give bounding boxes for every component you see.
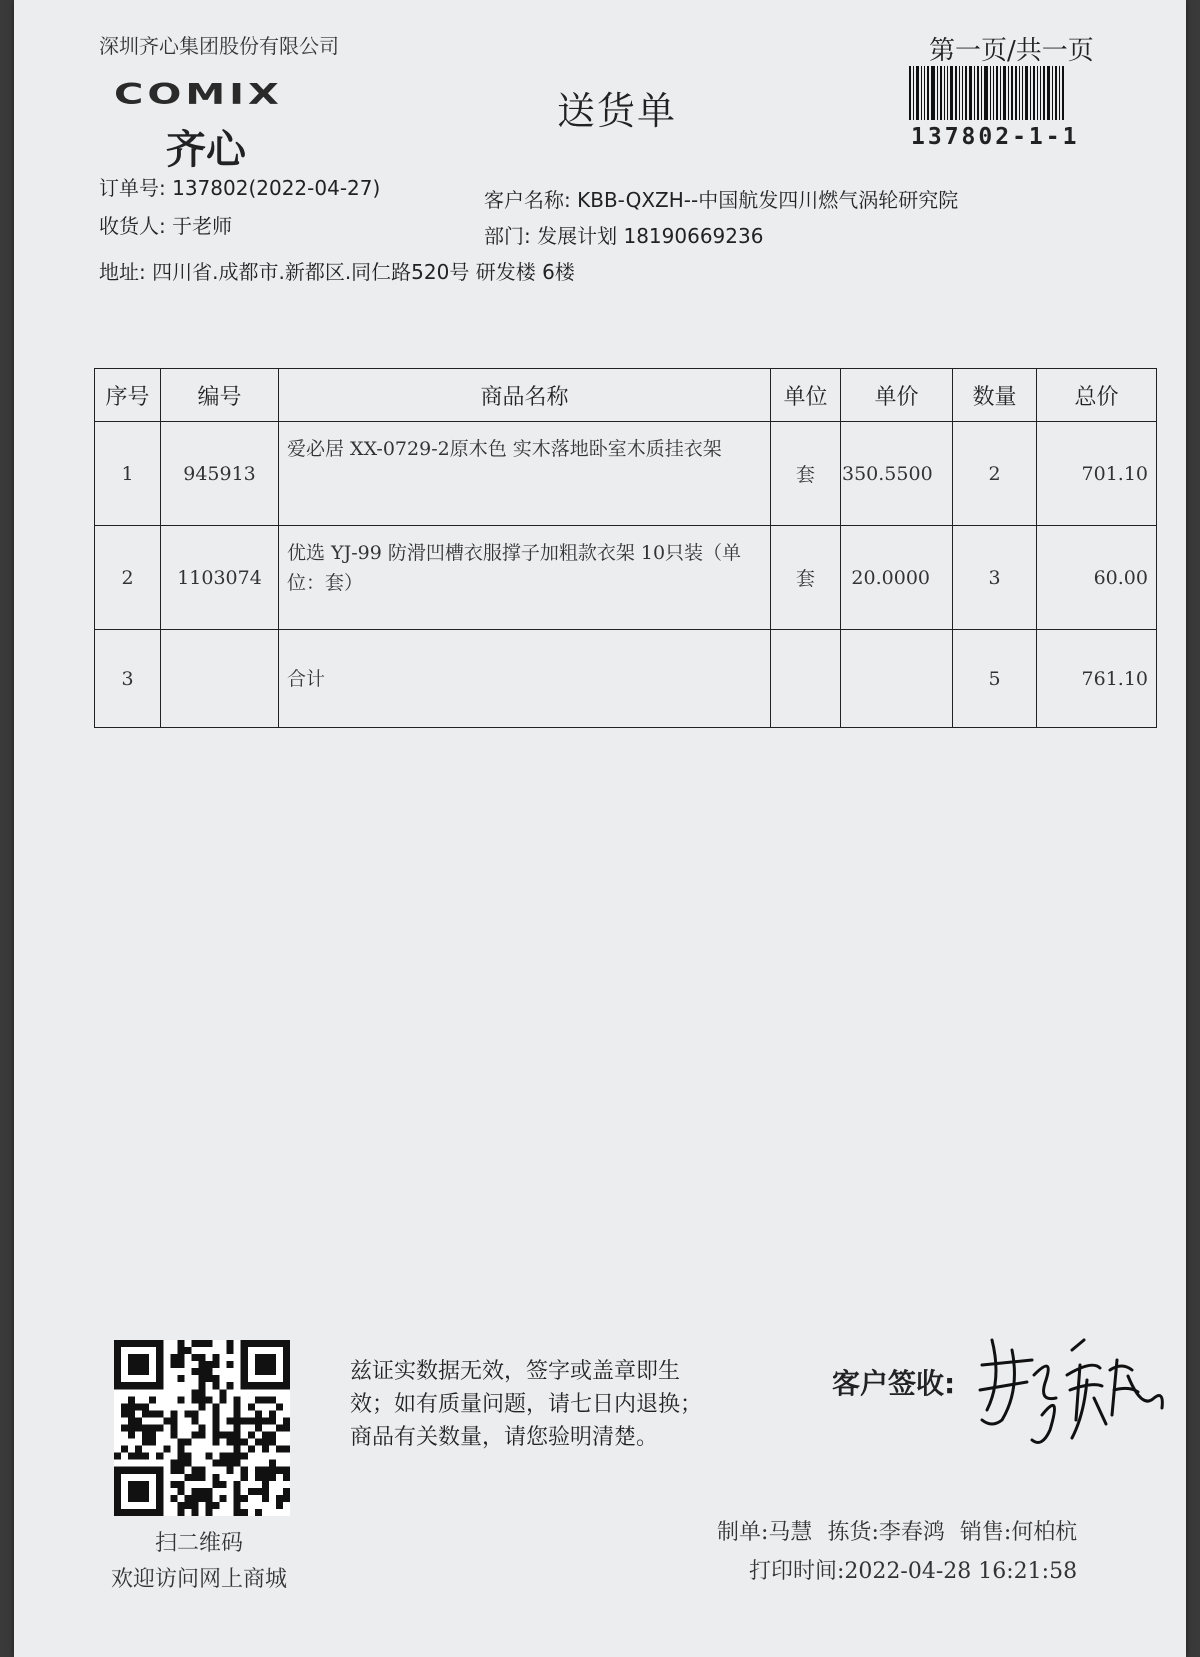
cell-qty: 2 (953, 422, 1037, 526)
sales-label: 销售: (959, 1520, 1012, 1545)
delivery-note (14, 0, 1186, 1657)
print-time-label: 打印时间: (749, 1559, 845, 1584)
comix-logo: COMIX (114, 78, 283, 112)
cell-price: 20.0000 (841, 526, 953, 630)
cell-seq: 2 (95, 526, 161, 630)
order-number-value: 137802(2022-04-27) (172, 176, 381, 200)
print-time (749, 1554, 1077, 1585)
notice-line: 效；如有质量问题，请七日内退换； (350, 1392, 703, 1417)
qr-caption-scan: 扫二维码 (154, 1531, 243, 1556)
handwritten-signature (972, 1320, 1172, 1460)
cell-name: 爱必居 XX-0729-2原木色 实木落地卧室木质挂衣架 (279, 422, 771, 526)
cell-code: 1103074 (161, 526, 279, 630)
header-unit: 单位 (771, 369, 841, 422)
header-code: 编号 (161, 369, 279, 422)
logo-chinese: 齐心 (166, 127, 246, 173)
customer-name-value: KBB-QXZH--中国航发四川燃气涡轮研究院 (577, 188, 959, 212)
department-label: 部门: (484, 224, 531, 248)
receiver (99, 210, 232, 239)
cell-total: 761.10 (1037, 630, 1157, 728)
staff-line (717, 1515, 1077, 1546)
table-row (95, 422, 1157, 526)
cell-price (841, 630, 953, 728)
cell-seq: 1 (95, 422, 161, 526)
order-number-label: 订单号: (99, 176, 166, 200)
cell-code (161, 630, 279, 728)
address-value: 四川省.成都市.新都区.同仁路520号 研发楼 6楼 (152, 260, 575, 284)
cell-unit: 套 (771, 526, 841, 630)
header-seq: 序号 (95, 369, 161, 422)
cell-qty: 5 (953, 630, 1037, 728)
maker-name: 马慧 (768, 1520, 813, 1545)
document-title: 送货单 (557, 89, 678, 133)
cell-code: 945913 (161, 422, 279, 526)
address-label: 地址: (99, 260, 146, 284)
sales-name: 何柏杭 (1011, 1520, 1078, 1545)
table-header-row (95, 369, 1157, 422)
maker-label: 制单: (717, 1520, 769, 1545)
cell-total: 701.10 (1037, 422, 1157, 526)
notice-line: 兹证实数据无效，签字或盖章即生 (350, 1359, 681, 1384)
qr-code (114, 1340, 290, 1516)
receiver-label: 收货人: (99, 214, 166, 238)
department (484, 220, 763, 249)
picker-label: 拣货: (827, 1520, 879, 1545)
cell-name: 优选 YJ-99 防滑凹槽衣服撑子加粗款衣架 10只装（单位：套） (279, 526, 771, 630)
customer-sign-label: 客户签收: (832, 1367, 956, 1400)
address (99, 256, 575, 285)
table-row (95, 630, 1157, 728)
cell-qty: 3 (953, 526, 1037, 630)
barcode (909, 66, 1109, 120)
header-price: 单价 (841, 369, 953, 422)
header-total: 总价 (1037, 369, 1157, 422)
notice-text (350, 1355, 702, 1454)
barcode-number: 137802-1-1 (911, 124, 1080, 150)
order-number (99, 172, 380, 201)
page-indicator: 第一页/共一页 (929, 36, 1094, 66)
cell-seq: 3 (95, 630, 161, 728)
customer-name (484, 184, 958, 213)
cell-name: 合计 (279, 630, 771, 728)
header-qty: 数量 (953, 369, 1037, 422)
company-name: 深圳齐心集团股份有限公司 (99, 34, 339, 58)
qr-caption-store: 欢迎访问网上商城 (110, 1567, 287, 1592)
customer-name-label: 客户名称: (484, 188, 571, 212)
header-name: 商品名称 (279, 369, 771, 422)
cell-total: 60.00 (1037, 526, 1157, 630)
print-time-value: 2022-04-28 16:21:58 (844, 1559, 1078, 1584)
cell-price: 350.5500 (841, 422, 953, 526)
picker-name: 李春鸿 (878, 1520, 945, 1545)
cell-unit: 套 (771, 422, 841, 526)
table-row (95, 526, 1157, 630)
cell-unit (771, 630, 841, 728)
receiver-value: 于老师 (172, 214, 233, 238)
items-table (94, 368, 1157, 728)
department-value: 发展计划 18190669236 (537, 224, 764, 248)
notice-line: 商品有关数量，请您验明清楚。 (350, 1425, 659, 1450)
